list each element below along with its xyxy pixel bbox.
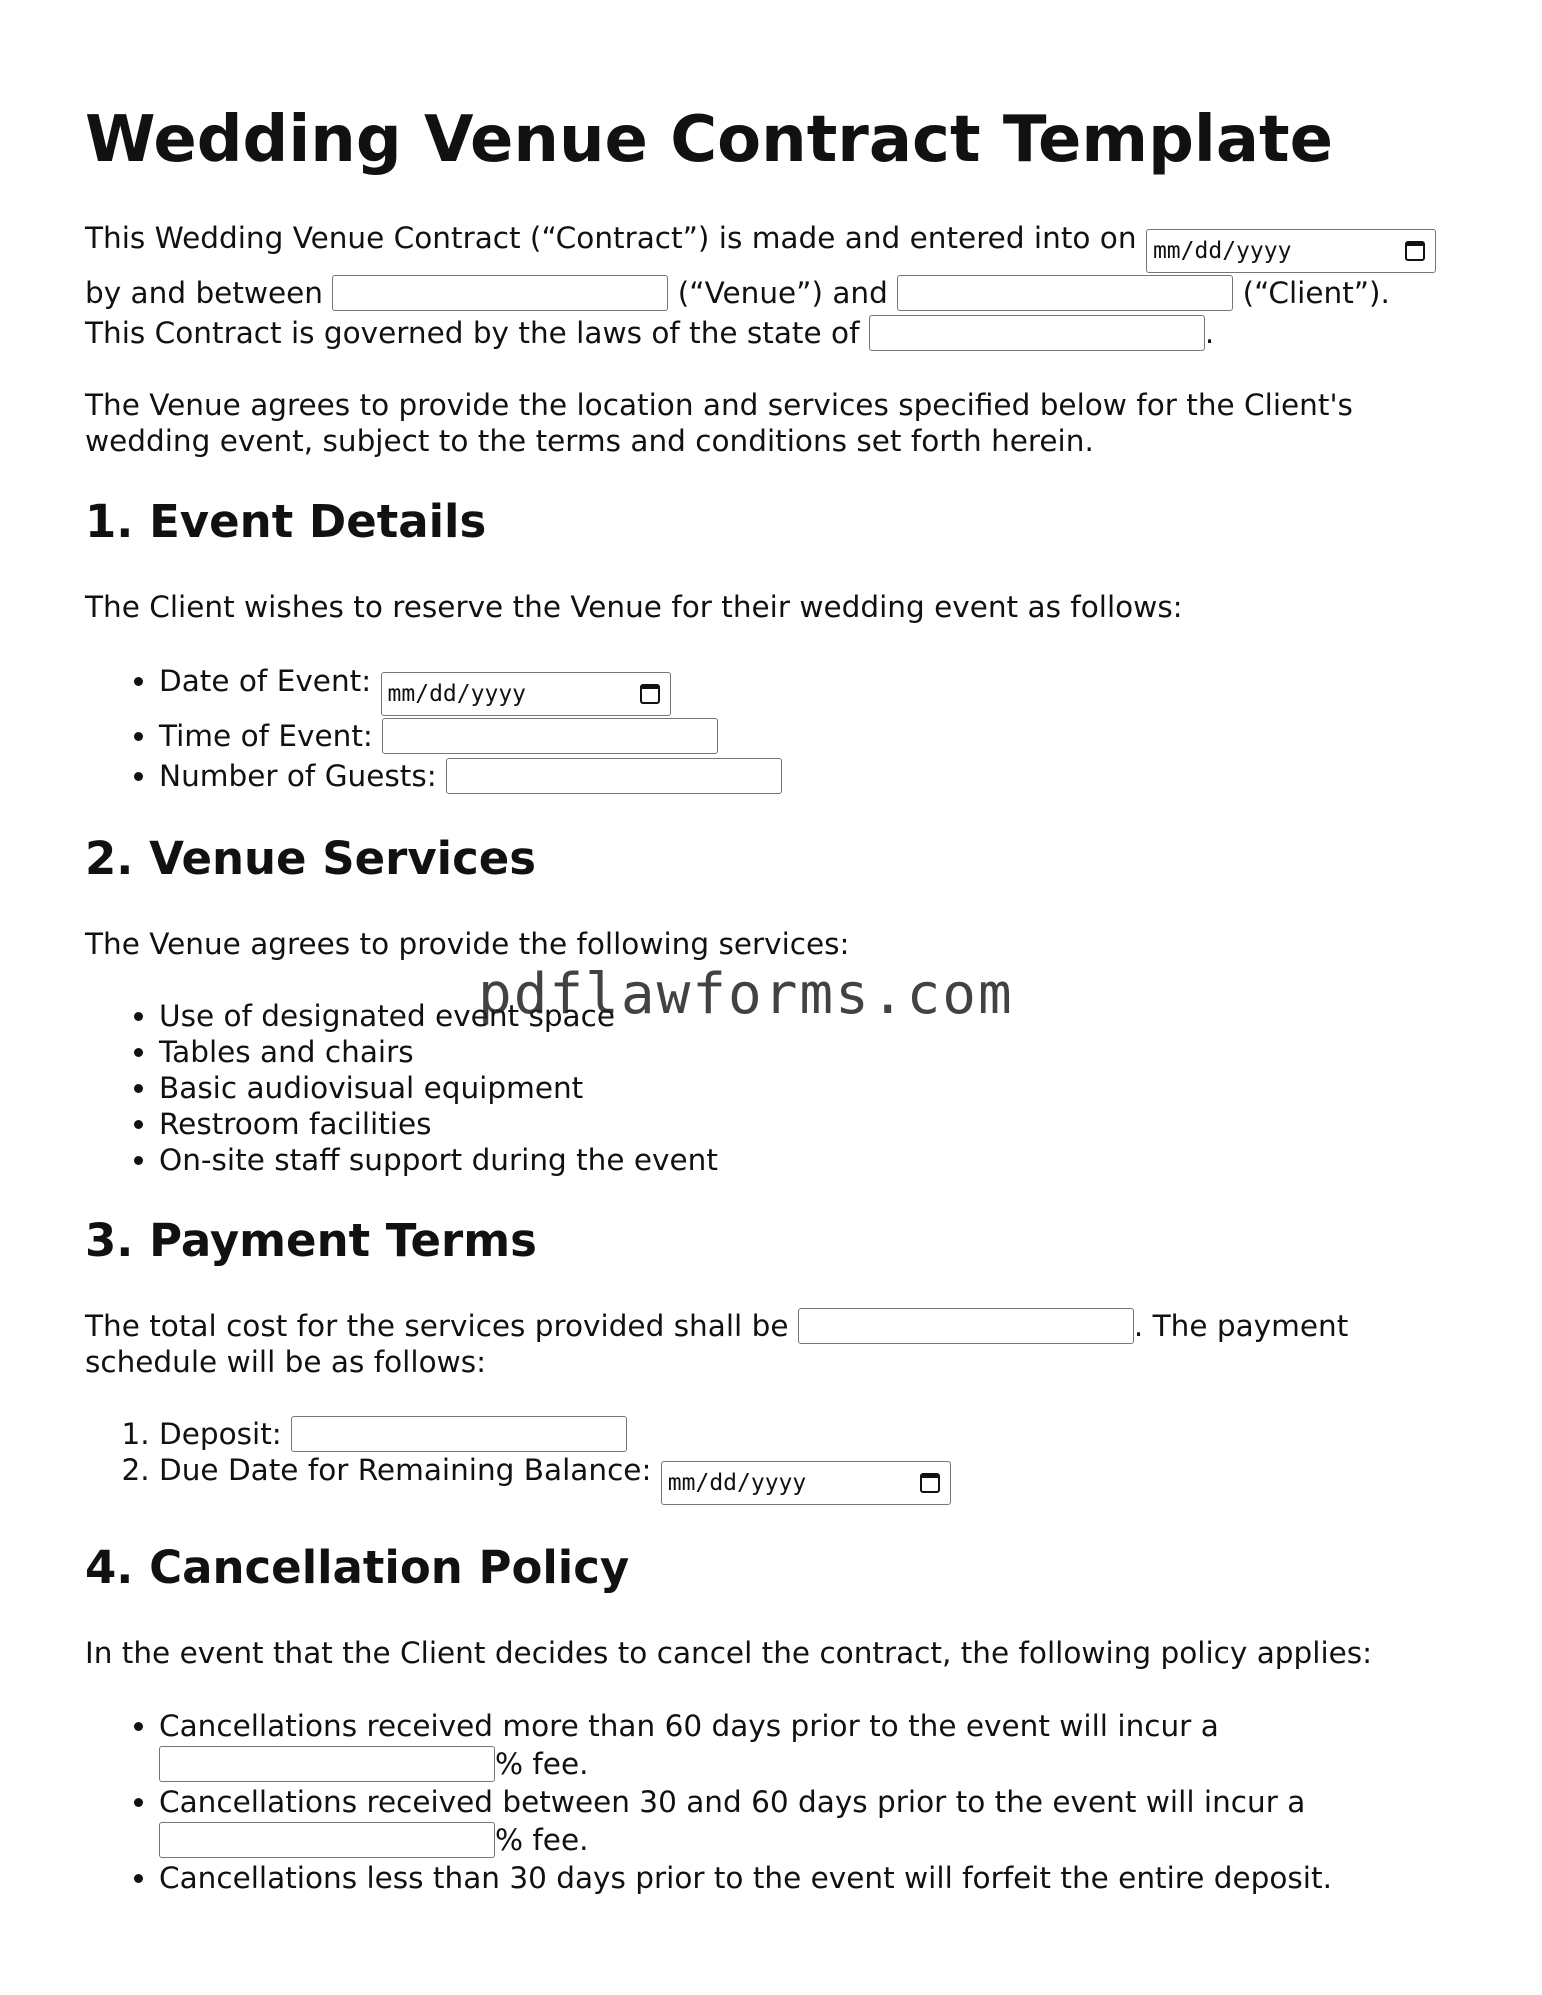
calendar-icon[interactable] — [1405, 241, 1425, 261]
list-item: • Basic audiovisual equipment — [159, 1070, 1465, 1106]
venue-name-input[interactable] — [332, 275, 668, 311]
list-item: • Cancellations less than 30 days prior to the event will forfeit the entire deposit. — [159, 1859, 1465, 1897]
venue-services-intro: The Venue agrees to provide the following services: — [85, 926, 850, 961]
payment-terms-heading: 3. Payment Terms — [85, 1213, 537, 1267]
event-details-heading: 1. Event Details — [85, 494, 487, 548]
payment-schedule-list — [85, 1416, 1465, 1505]
contract-date-input[interactable]: mm/dd/yyyy — [1146, 229, 1436, 273]
state-input[interactable] — [869, 315, 1205, 351]
list-item: 1. Deposit: — [159, 1416, 1465, 1452]
list-item: • Tables and chairs — [159, 1034, 1465, 1070]
watermark: pdflawforms.com — [478, 962, 1014, 1027]
deposit-input[interactable] — [291, 1416, 627, 1452]
list-item: • On-site staff support during the event — [159, 1142, 1465, 1178]
list-item: • Number of Guests: — [159, 756, 1465, 796]
list-item: 2. Due Date for Remaining Balance: mm/dd/yyyy — [159, 1452, 1465, 1505]
mid-cancel-fee-input[interactable] — [159, 1822, 495, 1858]
early-cancel-fee-input[interactable] — [159, 1746, 495, 1782]
event-date-input[interactable]: mm/dd/yyyy — [381, 672, 671, 716]
list-item: • Cancellations received more than 60 days prior to the event will incur a % fee. — [159, 1707, 1465, 1783]
payment-paragraph: The total cost for the services provided shall be . The payment schedule will be as follows: — [85, 1308, 1349, 1379]
cancellation-intro: In the event that the Client decides to cancel the contract, the following policy applies: — [85, 1635, 1373, 1670]
venue-services-heading: 2. Venue Services — [85, 831, 537, 885]
event-time-input[interactable] — [382, 718, 718, 754]
list-item: • Time of Event: — [159, 716, 1465, 756]
page-title: Wedding Venue Contract Template — [85, 103, 1334, 177]
intro-paragraph: This Wedding Venue Contract (“Contract”) is made and entered into on mm/dd/yyyy by and between (“Venue”) and (“Client”). This Contract is governed by the laws of the state of . — [85, 218, 1465, 353]
list-item: • Date of Event: mm/dd/yyyy — [159, 661, 1465, 716]
event-details-list — [85, 661, 1465, 796]
balance-due-date-input[interactable]: mm/dd/yyyy — [661, 1461, 951, 1505]
list-item: • Use of designated event space — [159, 998, 1465, 1034]
calendar-icon[interactable] — [920, 1473, 940, 1493]
agreement-paragraph: The Venue agrees to provide the location and services specified below for the Client's wedding event, subject to the terms and conditions set forth herein. — [85, 387, 1353, 458]
event-details-intro: The Client wishes to reserve the Venue for their wedding event as follows: — [85, 589, 1183, 624]
cancellation-policy-heading: 4. Cancellation Policy — [85, 1540, 630, 1594]
list-item: • Cancellations received between 30 and 60 days prior to the event will incur a % fee. — [159, 1783, 1465, 1859]
calendar-icon[interactable] — [640, 684, 660, 704]
total-cost-input[interactable] — [798, 1308, 1134, 1344]
list-item: • Restroom facilities — [159, 1106, 1465, 1142]
client-name-input[interactable] — [897, 275, 1233, 311]
cancellation-list — [85, 1707, 1465, 1897]
guest-count-input[interactable] — [446, 758, 782, 794]
